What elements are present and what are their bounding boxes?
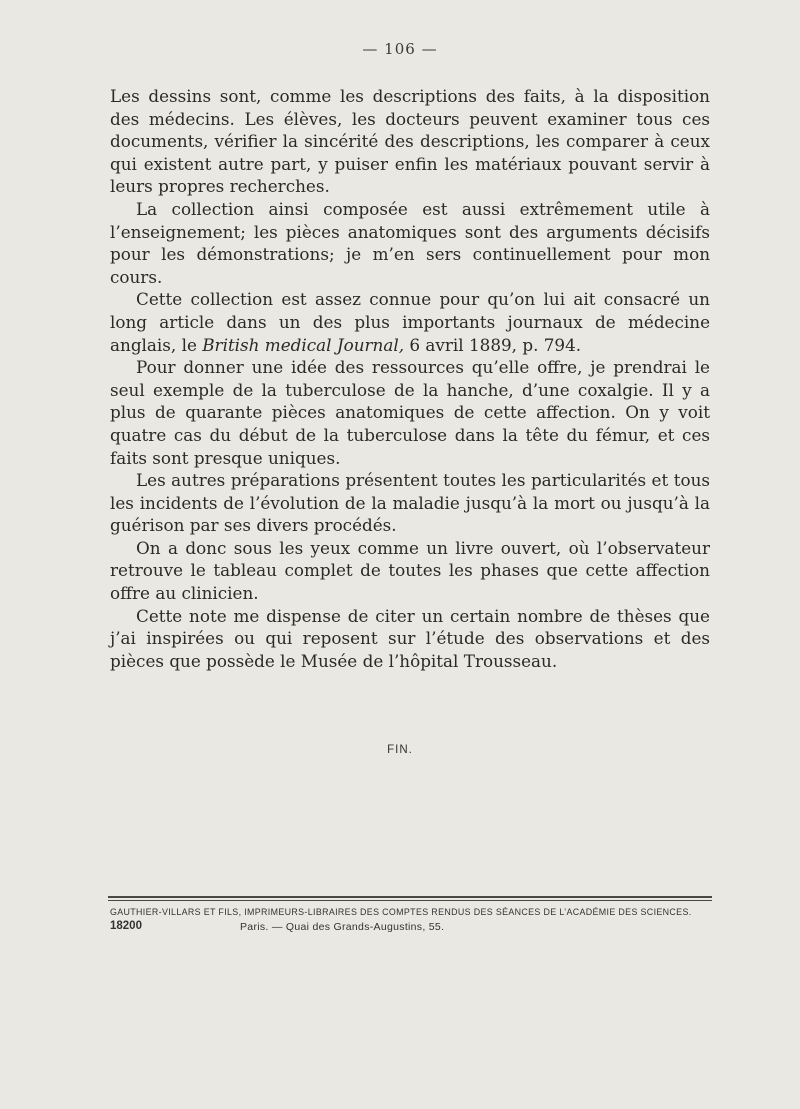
footer-rule-thin (108, 900, 712, 901)
paragraph-1: Les dessins sont, comme les descriptions des faits, à la disposition des médecins. Les élèves, les docteurs peuvent examiner tous ces documents, vérifier la sincérité des descriptions, les comparer à ceux qui existent autre part, y puiser enfin les matériaux pouvant servir à leurs propres recherches. (110, 86, 710, 197)
paragraph-2: La collection ainsi composée est aussi extrêmement utile à l’enseignement; les pièces anatomiques sont des arguments décisifs pour les démonstrations; je m’en sers continuellement pour mon cours. (110, 198, 710, 287)
printer-imprint: GAUTHIER-VILLARS ET FILS, IMPRIMEURS-LIBRAIRES DES COMPTES RENDUS DES SÉANCES DE L’ACADÉMIE DES SCIENCES. (110, 907, 692, 917)
paragraph-3 (110, 288, 710, 356)
paragraph-6: On a donc sous les yeux comme un livre ouvert, où l’observateur retrouve le tableau complet de toutes les phases que cette affection offre au clinicien. (110, 537, 710, 604)
body-text (110, 85, 710, 672)
print-job-code: 18200 (110, 920, 142, 932)
paragraph-3-text-start: Cette collection est assez connue pour qu’on lui ait consacré un long article dans un des plus importants journaux de médecine anglais, le (110, 289, 710, 355)
paragraph-3-text-end: 6 avril 1889, p. 794. (404, 334, 582, 355)
end-mark: FIN. (387, 744, 413, 756)
journal-title: British medical Journal, (202, 334, 405, 355)
page-number: — 106 — (362, 40, 438, 58)
paragraph-4: Pour donner une idée des ressources qu’elle offre, je prendrai le seul exemple de la tuberculose de la hanche, d’une coxalgie. Il y a plus de quarante pièces anatomiques de cette affection. On y voit quatre cas du début de la tuberculose dans la tête du fémur, et ces faits sont presque uniques. (110, 357, 710, 468)
paragraph-7: Cette note me dispense de citer un certain nombre de thèses que j’ai inspirées ou qui reposent sur l’étude des observations et des pièces que possède le Musée de l’hôpital Trousseau. (110, 605, 710, 671)
paragraph-5: Les autres préparations présentent toutes les particularités et tous les incidents de l’évolution de la maladie jusqu’à la mort ou jusqu’à la guérison par ses divers procédés. (110, 470, 710, 536)
footer-rule-thick (108, 896, 712, 898)
printer-address: Paris. — Quai des Grands-Augustins, 55. (240, 921, 445, 933)
